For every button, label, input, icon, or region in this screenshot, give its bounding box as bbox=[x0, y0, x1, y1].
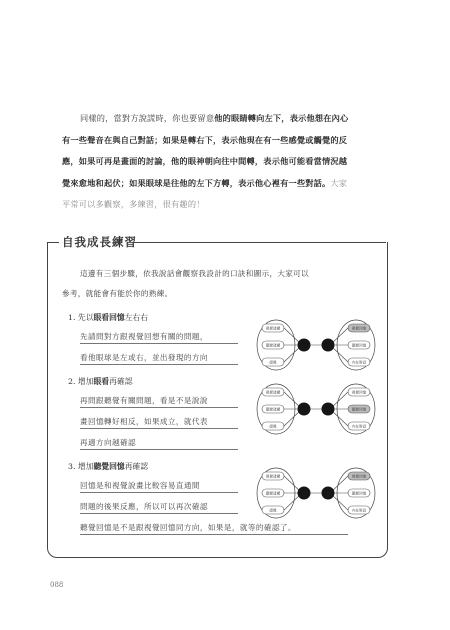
diagram-label-right bbox=[348, 388, 370, 396]
intro-line-2 bbox=[62, 130, 380, 152]
diagram-label-right bbox=[348, 489, 370, 497]
underline bbox=[80, 534, 348, 535]
diagram-label-left-text: 聽覺建構 bbox=[265, 491, 281, 496]
eye-diagram-3 bbox=[256, 466, 376, 520]
right-pupil bbox=[322, 487, 335, 500]
intro-line-5 bbox=[62, 194, 380, 216]
diagram-label-left-text: 聽覺建構 bbox=[265, 407, 281, 412]
step-1-heading: 1. 先以眼看回憶左右右 bbox=[68, 313, 149, 322]
underline bbox=[80, 343, 238, 344]
diagram-label-right bbox=[348, 324, 370, 332]
diagram-label-right bbox=[348, 506, 370, 514]
step-3-line-3: 聽覺回憶是不是跟視覺回憶同方向，如果是，就等的確認了。 bbox=[80, 523, 296, 532]
section-paragraph-line-1: 這邊有三個步驟，依我說話會觀察我設計的口訣和圖示，大家可以 bbox=[80, 269, 309, 278]
diagram-label-right bbox=[348, 405, 370, 413]
intro-bold-text: 應，如果可再是畫面的討論，他的眼神朝向往中間轉，表示他可能看當情況越 bbox=[62, 156, 348, 166]
diagram-label-right-text: 聽覺回憶 bbox=[351, 407, 367, 412]
diagram-label-left-text: 感覺 bbox=[269, 424, 277, 429]
diagram-label-left bbox=[262, 506, 284, 514]
step-3-line-1: 回憶是和視覺說畫比較容易直通間 bbox=[80, 481, 200, 490]
diagram-label-left bbox=[262, 358, 284, 366]
underline bbox=[80, 428, 238, 429]
diagram-label-left-text: 視覺建構 bbox=[265, 326, 281, 331]
right-pupil bbox=[322, 403, 335, 416]
diagram-label-left-text: 感覺 bbox=[269, 360, 277, 365]
intro-bold-text: 覺來愈地和起伏；如果眼球是往他的左下方轉，表示他心裡有一些對話。 bbox=[62, 177, 331, 188]
eye-diagram-2 bbox=[256, 382, 376, 436]
diagram-label-right-text: 視覺回憶 bbox=[351, 390, 367, 395]
underline bbox=[80, 449, 238, 450]
intro-line-4 bbox=[62, 173, 380, 195]
diagram-label-left bbox=[262, 472, 284, 480]
diagram-label-right bbox=[348, 422, 370, 430]
diagram-label-left-text: 感覺 bbox=[269, 508, 277, 513]
diagram-label-left bbox=[262, 405, 284, 413]
diagram-label-right-text: 聽覺回憶 bbox=[351, 343, 367, 348]
diagram-label-left bbox=[262, 422, 284, 430]
diagram-label-left bbox=[262, 324, 284, 332]
eye-diagram-svg bbox=[256, 466, 376, 520]
step-3-heading: 3. 增加聽覺回憶再確認 bbox=[68, 462, 149, 471]
diagram-label-right bbox=[348, 472, 370, 480]
underline bbox=[80, 513, 238, 514]
diagram-label-left bbox=[262, 388, 284, 396]
left-pupil bbox=[298, 403, 311, 416]
intro-line-1 bbox=[62, 108, 380, 130]
diagram-label-right-text: 內在對話 bbox=[351, 424, 367, 429]
step-1-line-2: 看他眼球是左或右，並出發現的方向 bbox=[80, 353, 208, 362]
right-pupil bbox=[322, 339, 335, 352]
page-number: 088 bbox=[50, 581, 64, 589]
diagram-label-right-text: 視覺回憶 bbox=[351, 326, 367, 331]
diagram-label-right-text: 聽覺回憶 bbox=[351, 491, 367, 496]
step-3-line-2: 問題的後果反應，所以可以再次確認 bbox=[80, 502, 208, 511]
underline bbox=[80, 364, 238, 365]
diagram-label-right-text: 視覺回憶 bbox=[351, 474, 367, 479]
left-pupil bbox=[298, 487, 311, 500]
step-2-line-2: 畫回憶轉好相反，如果成立，就代表 bbox=[80, 417, 208, 426]
diagram-label-left-text: 聽覺建構 bbox=[265, 343, 281, 348]
eye-diagram-svg bbox=[256, 382, 376, 436]
intro-bold-text: 有一些聲音在與自己對話；如果是轉右下，表示他現在有一些感覺或觸覺的反 bbox=[62, 134, 348, 145]
diagram-label-left bbox=[262, 341, 284, 349]
diagram-label-left-text: 視覺建構 bbox=[265, 474, 281, 479]
step-1-line-1: 先請問對方跟視覺回想有關的問題， bbox=[80, 332, 208, 341]
section-title: 自我成長練習 bbox=[62, 235, 137, 249]
diagram-label-right bbox=[348, 358, 370, 366]
underline bbox=[80, 492, 238, 493]
intro-text: 同樣的，當對方說謊時，你也要留意 bbox=[80, 113, 215, 123]
intro-text: 平常可以多觀察，多練習，很有趣的！ bbox=[62, 199, 205, 209]
intro-text: 大家 bbox=[330, 177, 348, 188]
intro-paragraph bbox=[62, 108, 380, 216]
left-pupil bbox=[298, 339, 311, 352]
diagram-label-right-text: 內在對話 bbox=[351, 508, 367, 513]
diagram-label-left-text: 視覺建構 bbox=[265, 390, 281, 395]
underline bbox=[80, 407, 238, 408]
step-2-heading: 2. 增加眼看再確認 bbox=[68, 377, 133, 386]
step-2-line-1: 再問跟聽覺有關問題，看是不是說說 bbox=[80, 396, 208, 405]
eye-diagram-svg bbox=[256, 318, 376, 372]
intro-line-3 bbox=[62, 151, 380, 173]
diagram-label-right bbox=[348, 341, 370, 349]
diagram-label-right-text: 內在對話 bbox=[351, 360, 367, 365]
intro-bold-text: 他的眼睛轉向左下，表示他想在內心 bbox=[214, 113, 349, 123]
diagram-label-left bbox=[262, 489, 284, 497]
eye-diagram-1 bbox=[256, 318, 376, 372]
section-paragraph-line-2: 參考，就能會有能於你的熟練。 bbox=[62, 289, 173, 298]
step-2-line-3: 再適方向越確認 bbox=[80, 438, 136, 447]
